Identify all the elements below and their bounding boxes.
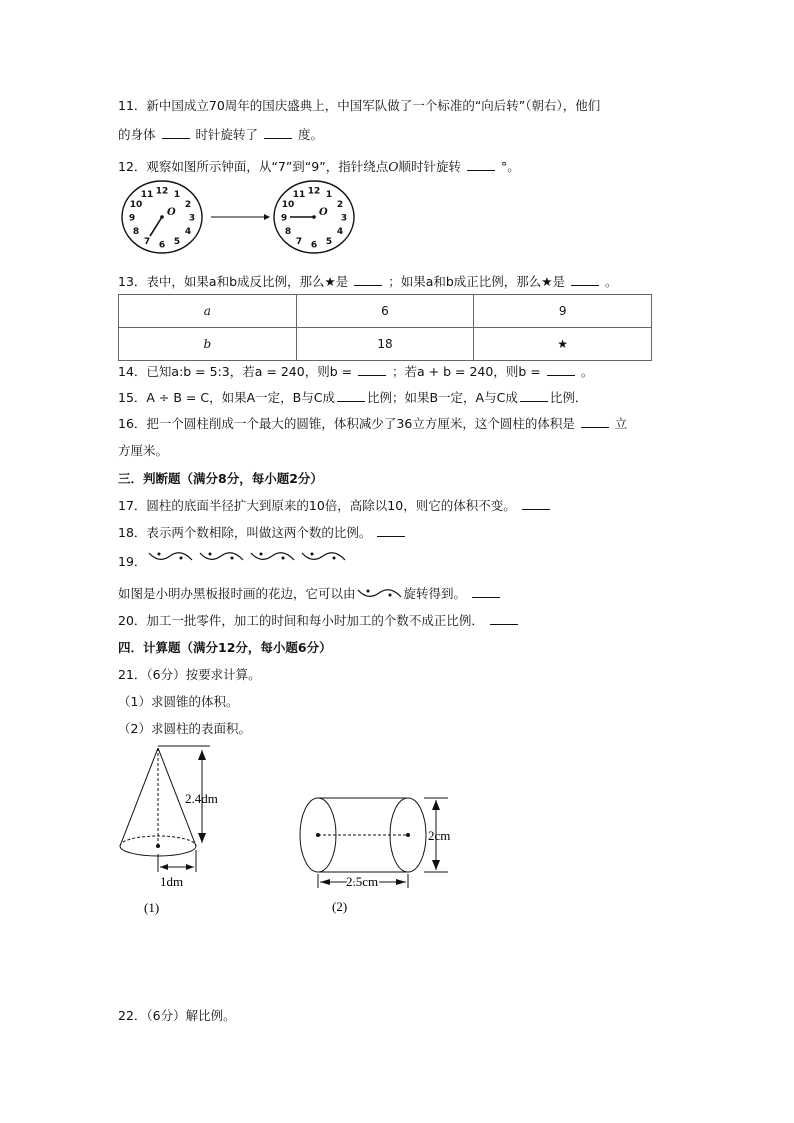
pattern-unit-icon (356, 585, 404, 601)
q12-text-a: 12．观察如图所示钟面，从“7”到“9”，指针绕点 (118, 159, 389, 174)
q12-text-c: °。 (500, 159, 520, 174)
q17 (118, 496, 552, 514)
q17-blank[interactable] (522, 498, 550, 510)
q11-text-b: 时针旋转了 (195, 127, 258, 142)
clock-number: 7 (295, 236, 303, 247)
q12-text-b: 顺时针旋转 (398, 159, 461, 174)
q16-line1 (118, 414, 627, 432)
clock-number: 3 (340, 213, 348, 224)
q11-blank-2[interactable] (264, 127, 292, 139)
pattern-dot (158, 553, 161, 556)
arrow-head (264, 214, 270, 220)
clock-number: 11 (292, 190, 306, 201)
q13-text-c: 。 (604, 274, 618, 289)
q20-text: 20．加工一批零件，加工的时间和每小时加工的个数不成正比例． (118, 613, 484, 628)
q13-blank-1[interactable] (354, 274, 382, 286)
section4-heading: 四．计算题（满分12分，每小题6分） (118, 640, 332, 655)
cylinder-caption: (2) (332, 899, 348, 914)
clock-number: 12 (155, 186, 169, 197)
pattern-dot (333, 557, 336, 560)
q15-text-a: 15．A ÷ B = C，如果A一定，B与C成 (118, 390, 335, 405)
q13-table (118, 294, 652, 361)
table-row (119, 328, 652, 361)
q15-blank-1[interactable] (337, 390, 365, 402)
clock-hand (150, 217, 162, 236)
q16-text-a: 16．把一个圆柱削成一个最大的圆锥，体积减少了36立方厘米，这个圆柱的体积是 (118, 416, 575, 431)
q19-text-a: 如图是小明办黑板报时画的花边，它可以由 (118, 586, 356, 601)
q20 (118, 611, 520, 629)
q21-sub2: （2）求圆柱的表面积。 (118, 721, 251, 736)
clock-number: 5 (173, 236, 181, 247)
table-cell: 9 (474, 295, 652, 328)
clock-number: 9 (128, 213, 136, 224)
q14-blank-2[interactable] (547, 364, 575, 376)
q15-text-b: 比例；如果B一定，A与C成 (366, 390, 518, 405)
q14-text-c: 。 (580, 364, 594, 379)
clock-number: 5 (325, 236, 333, 247)
clock-number: 12 (307, 186, 321, 197)
q12-point: O (388, 159, 399, 174)
q13-blank-2[interactable] (571, 274, 599, 286)
pattern-dot (180, 557, 183, 560)
table-cell: b (119, 328, 297, 361)
q18-text: 18．表示两个数相除，叫做这两个数的比例。 (118, 525, 372, 540)
q14-text-a: 14．已知a:b = 5:3，若a = 240，则b = (118, 364, 353, 379)
pattern-dot (231, 557, 234, 560)
q13-text-a: 13．表中，如果a和b成反比例，那么★是 (118, 274, 349, 289)
clock-number: 2 (184, 200, 192, 210)
clock-number: 10 (281, 200, 295, 210)
clock-center-label: O (167, 207, 176, 218)
q12-blank[interactable] (467, 159, 495, 171)
clock-number: 6 (158, 240, 166, 251)
cylinder-diameter-label: 2cm (428, 828, 451, 843)
clock-number: 6 (310, 240, 318, 251)
border-pattern (149, 553, 345, 561)
q18 (118, 523, 407, 541)
clock-figure (118, 176, 358, 258)
clock-number: 3 (188, 213, 196, 224)
pattern-dot (209, 553, 212, 556)
cone-radius-label: 1dm (160, 874, 184, 889)
clock-number: 9 (280, 213, 288, 224)
cylinder-figure (290, 790, 470, 920)
cone-caption: (1) (144, 900, 160, 915)
q11-text-c: 度。 (297, 127, 323, 142)
table-cell: 6 (296, 295, 474, 328)
q12-text (118, 157, 520, 175)
clock-number: 10 (129, 200, 143, 210)
q21-title: 21．（6分）按要求计算。 (118, 667, 261, 682)
q11-line2 (118, 125, 323, 143)
q17-text: 17．圆柱的底面半径扩大到原来的10倍，高除以10，则它的体积不变。 (118, 498, 516, 513)
clock-number: 7 (143, 236, 151, 247)
border-pattern-figure (147, 548, 357, 566)
q13-text (118, 272, 617, 290)
q15-text-c: 比例． (549, 390, 588, 405)
clock-number: 2 (336, 200, 344, 210)
clock-number: 8 (284, 227, 292, 237)
pattern-dot (311, 553, 314, 556)
clock-number: 4 (336, 227, 344, 237)
clock-before (122, 181, 202, 253)
cylinder-length-label: 2.5cm (346, 874, 379, 889)
clock-number: 1 (325, 190, 333, 201)
table-cell: 18 (296, 328, 474, 361)
q16-line2: 方厘米。 (118, 443, 169, 458)
q11-line1: 11．新中国成立70周年的国庆盛典上，中国军队做了一个标准的“向后转”（朝右），他们 (118, 98, 601, 113)
q14-text-b: ；若a + b = 240，则b = (392, 364, 541, 379)
clock-number: 11 (140, 190, 154, 201)
cone-height-label: 2.4dm (185, 791, 218, 806)
clock-number: 8 (132, 227, 140, 237)
q13-text-b: ；如果a和b成正比例，那么★是 (388, 274, 565, 289)
q16-blank[interactable] (581, 416, 609, 428)
q22: 22．（6分）解比例。 (118, 1008, 236, 1023)
clock-number: 4 (184, 227, 192, 237)
q16-text-b: 立 (614, 416, 628, 431)
q18-blank[interactable] (377, 525, 405, 537)
clock-center-label: O (319, 207, 328, 218)
clock-after (274, 181, 354, 253)
q19-blank[interactable] (472, 586, 500, 598)
pattern-dot (282, 557, 285, 560)
q11-text-a: 的身体 (118, 127, 156, 142)
q14-text (118, 362, 593, 380)
table-cell: a (119, 295, 297, 328)
table-row (119, 295, 652, 328)
q19-num: 19． (118, 554, 147, 569)
q14-blank-1[interactable] (358, 364, 386, 376)
q19-text-b: 旋转得到。 (403, 586, 467, 601)
q15-blank-2[interactable] (520, 390, 548, 402)
q11-blank-1[interactable] (162, 127, 190, 139)
q21-sub1: （1）求圆锥的体积。 (118, 694, 239, 709)
q15-text (118, 388, 587, 406)
q20-blank[interactable] (490, 613, 518, 625)
cone-figure (110, 740, 250, 920)
table-cell: ★ (474, 328, 652, 361)
pattern-dot (260, 553, 263, 556)
clock-number: 1 (173, 190, 181, 201)
q19-text (118, 584, 502, 603)
section3-heading: 三．判断题（满分8分，每小题2分） (118, 471, 323, 486)
